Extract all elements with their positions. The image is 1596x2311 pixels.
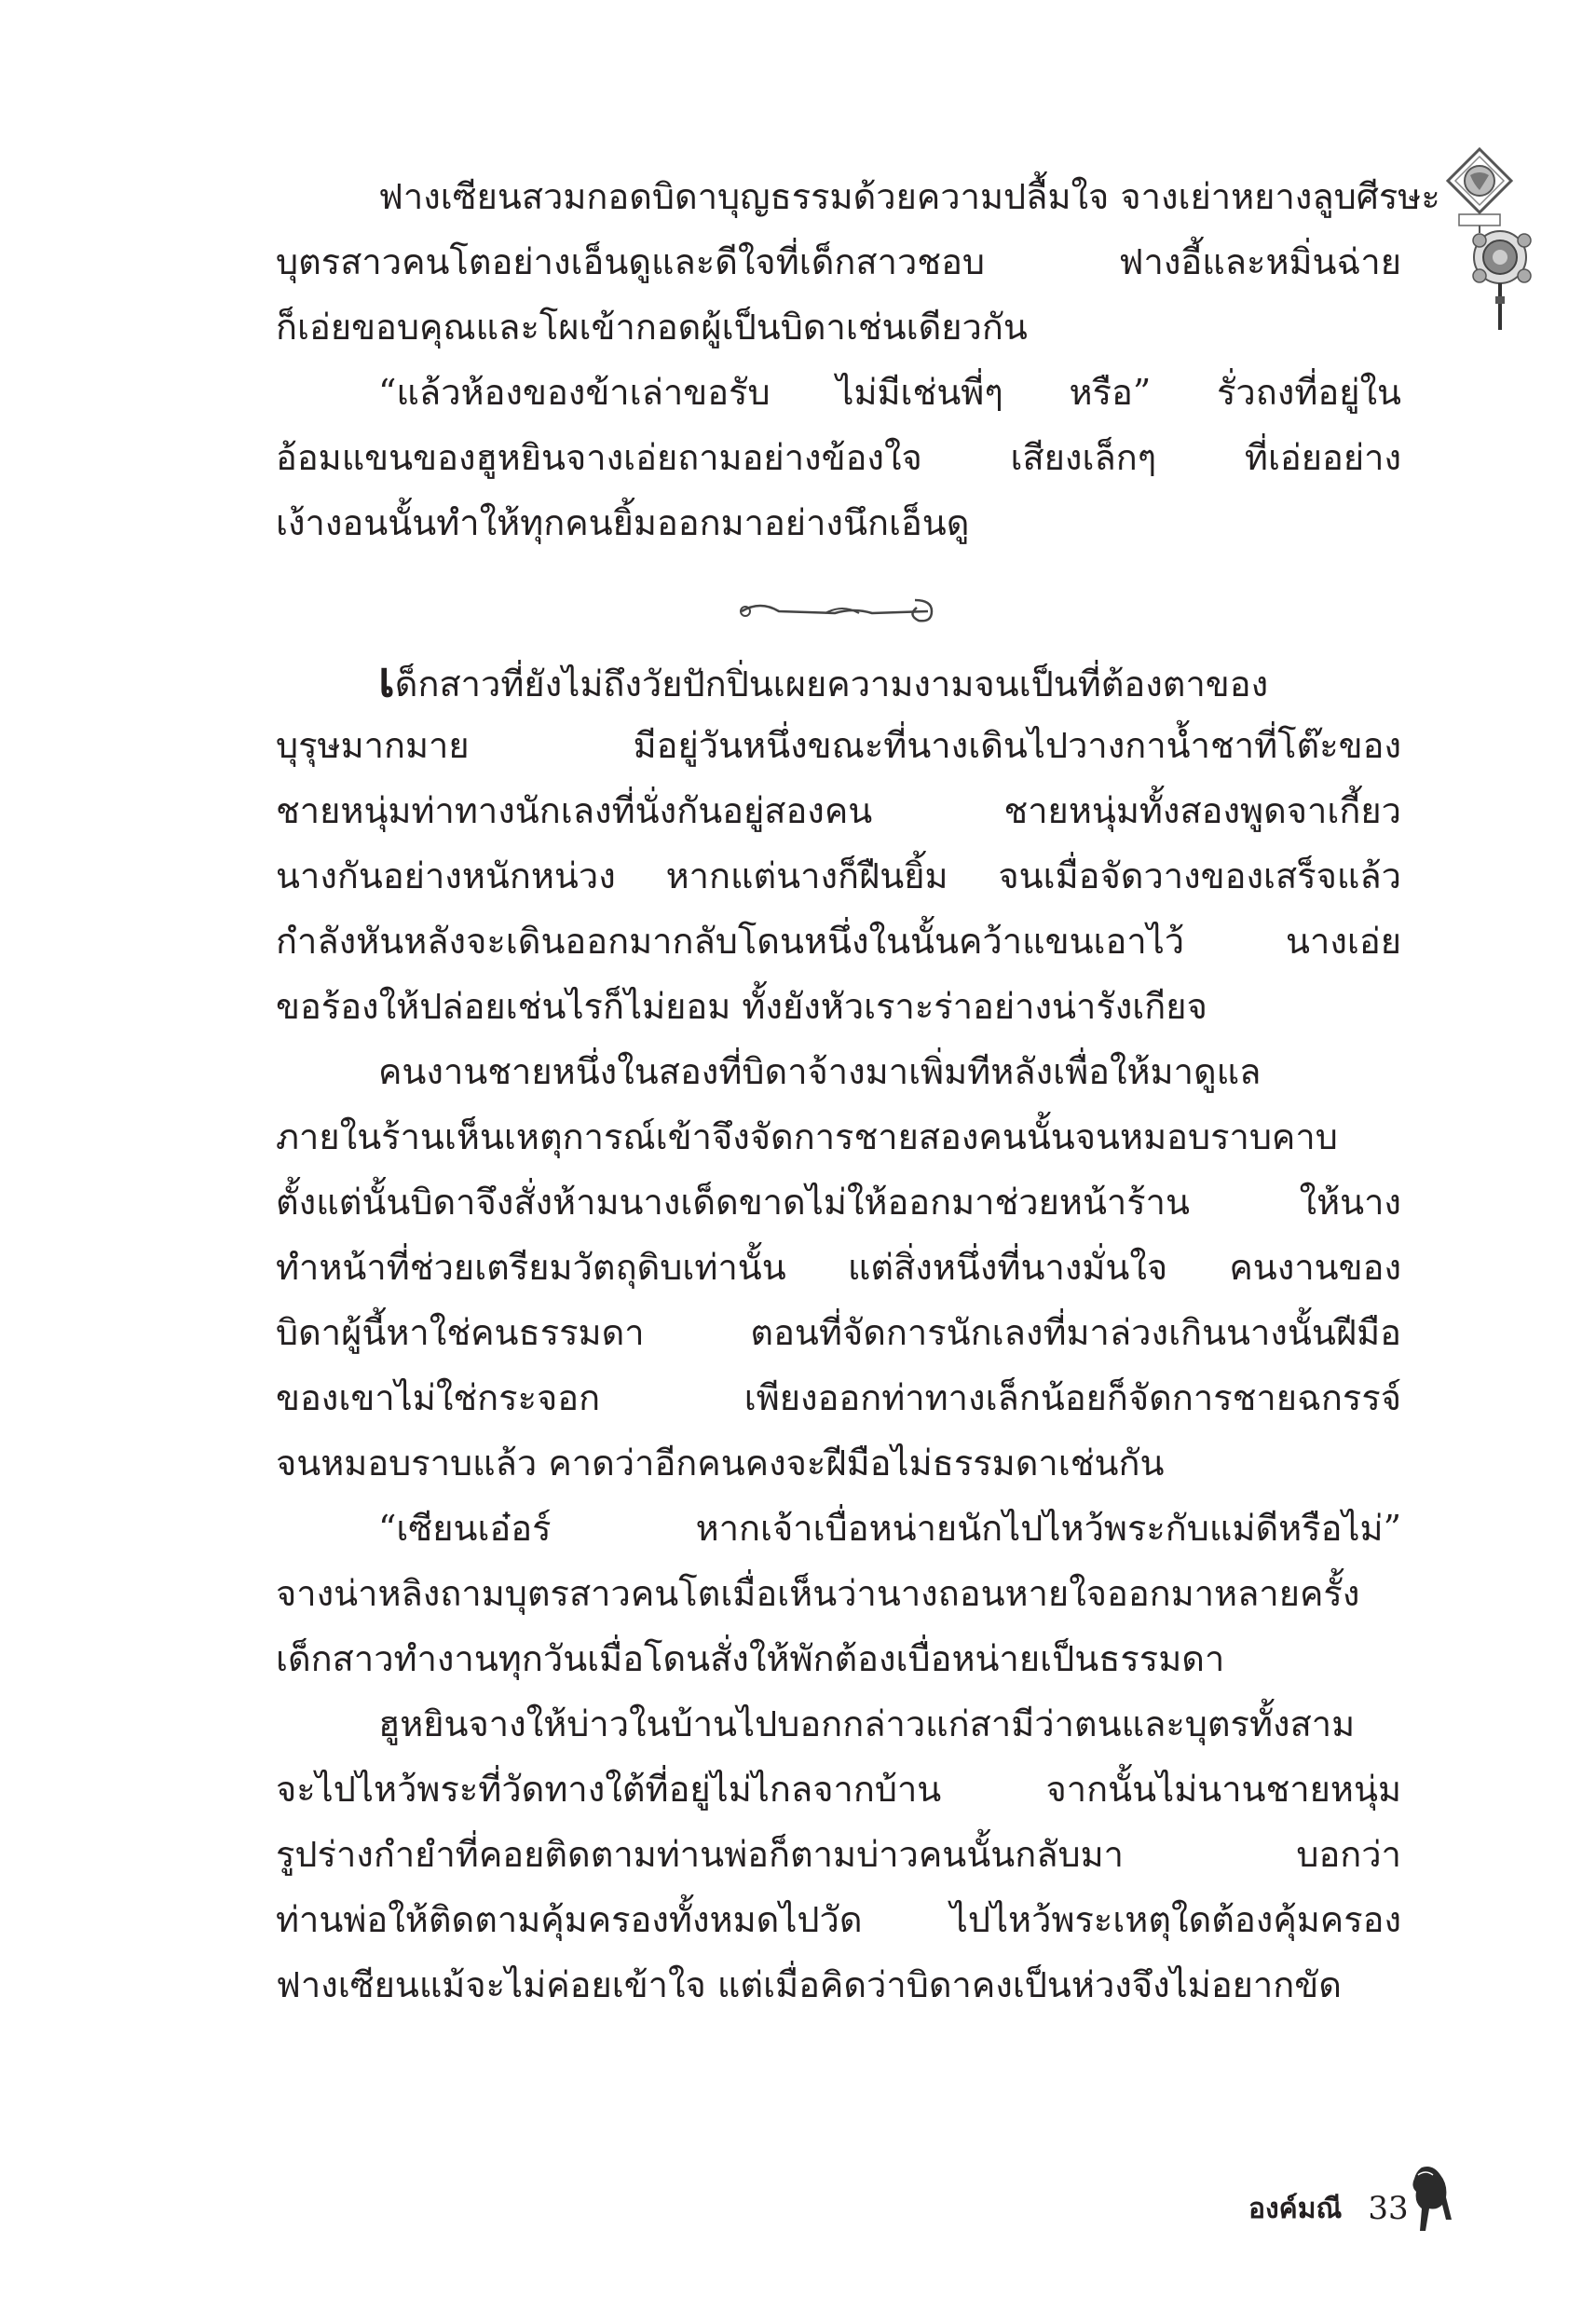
- paragraph: [276, 164, 1440, 360]
- text-line: อ้อมแขนของฮูหยินจางเอ่ยถามอย่างข้องใจ เสียงเล็กๆ ที่เอ่ยอย่าง: [276, 437, 1401, 478]
- text-block-bottom: [276, 648, 1401, 2017]
- page-number: 33: [1368, 2190, 1409, 2227]
- text-line: [276, 648, 1401, 713]
- text-line: นางกันอย่างหนักหน่วง หากแต่นางก็ฝืนยิ้ม จนเมื่อจัดวางของเสร็จแล้ว: [276, 855, 1401, 896]
- paragraph: [276, 360, 1401, 555]
- book-title: องค์มณี: [1248, 2192, 1343, 2225]
- text-line: ฟางเซียนแม้จะไม่ค่อยเข้าใจ แต่เมื่อคิดว่าบิดาคงเป็นห่วงจึงไม่อยากขัด: [276, 1964, 1342, 2005]
- paragraph: [276, 1496, 1401, 1691]
- text-block-top: [276, 164, 1440, 555]
- text-line: เด็กสาวทำงานทุกวันเมื่อโดนสั่งให้พักต้องเบื่อหน่ายเป็นธรรมดา: [276, 1638, 1225, 1679]
- text-line: จนหมอบราบแล้ว คาดว่าอีกคนคงจะฝีมือไม่ธรรมดาเช่นกัน: [276, 1443, 1165, 1484]
- paragraph: [276, 648, 1401, 1039]
- page-footer: [1248, 2181, 1409, 2236]
- text-line: “แล้วห้องของข้าเล่าขอรับ ไม่มีเช่นพี่ๆ หรือ” รั่วถงที่อยู่ใน: [378, 372, 1401, 413]
- text-line: ทำหน้าที่ช่วยเตรียมวัตถุดิบเท่านั้น แต่สิ่งหนึ่งที่นางมั่นใจ คนงานของ: [276, 1247, 1401, 1288]
- text-line: จะไปไหว้พระที่วัดทางใต้ที่อยู่ไม่ไกลจากบ้าน จากนั้นไม่นานชายหนุ่ม: [276, 1769, 1401, 1810]
- text-line: จางน่าหลิงถามบุตรสาวคนโตเมื่อเห็นว่านางถอนหายใจออกมาหลายครั้ง: [276, 1573, 1360, 1614]
- text-line: “เซียนเอ๋อร์ หากเจ้าเบื่อหน่ายนักไปไหว้พระกับแม่ดีหรือไม่”: [378, 1508, 1401, 1549]
- text-line: ท่านพ่อให้ติดตามคุ้มครองทั้งหมดไปวัด ไปไหว้พระเหตุใดต้องคุ้มครอง: [276, 1899, 1401, 1940]
- text-line: ขอร้องให้ปล่อยเช่นไรก็ไม่ยอม ทั้งยังหัวเราะร่าอย่างน่ารังเกียจ: [276, 986, 1207, 1027]
- text-line: ภายในร้านเห็นเหตุการณ์เข้าจึงจัดการชายสองคนนั้นจนหมอบราบคาบ: [276, 1116, 1338, 1157]
- decorative-emblem-icon: [1446, 147, 1539, 334]
- text-line: กำลังหันหลังจะเดินออกมากลับโดนหนึ่งในนั้นคว้าแขนเอาไว้ นางเอ่ย: [276, 921, 1401, 962]
- text-line: ฟางเซียนสวมกอดบิดาบุญธรรมด้วยความปลื้มใจ จางเย่าหยางลูบศีรษะ: [378, 176, 1440, 217]
- drop-cap: เ: [378, 652, 395, 708]
- text-line: ชายหนุ่มท่าทางนักเลงที่นั่งกันอยู่สองคน ชายหนุ่มทั้งสองพูดจาเกี้ยว: [276, 790, 1401, 831]
- text-line: ของเขาไม่ใช่กระจอก เพียงออกท่าทางเล็กน้อยก็จัดการชายฉกรรจ์: [276, 1377, 1401, 1418]
- text-line: คนงานชายหนึ่งในสองที่บิดาจ้างมาเพิ่มทีหลังเพื่อให้มาดูแล: [378, 1051, 1262, 1092]
- text-line: ฮูหยินจางให้บ่าวในบ้านไปบอกกล่าวแก่สามีว่าตนและบุตรทั้งสาม: [378, 1703, 1356, 1744]
- text-line: ก็เอ่ยขอบคุณและโผเข้ากอดผู้เป็นบิดาเช่นเดียวกัน: [276, 307, 1028, 348]
- line-text: ด็กสาวที่ยังไม่ถึงวัยปักปิ่นเผยความงามจนเป็นที่ต้องตาของ: [394, 663, 1269, 704]
- text-line: บุตรสาวคนโตอย่างเอ็นดูและดีใจที่เด็กสาวชอบ ฟางอี้และหมิ่นฉ่าย: [276, 241, 1401, 282]
- paragraph: [276, 1039, 1401, 1496]
- paragraph: [276, 1691, 1401, 2017]
- horse-icon: [1405, 2162, 1461, 2236]
- text-line: รูปร่างกำยำที่คอยติดตามท่านพ่อก็ตามบ่าวคนนั้นกลับมา บอกว่า: [276, 1834, 1401, 1875]
- text-line: บิดาผู้นี้หาใช่คนธรรมดา ตอนที่จัดการนักเลงที่มาล่วงเกินนางนั้นฝีมือ: [276, 1312, 1401, 1353]
- text-line: บุรุษมากมาย มีอยู่วันหนึ่งขณะที่นางเดินไปวางกาน้ำชาที่โต๊ะของ: [276, 725, 1401, 766]
- text-line: ตั้งแต่นั้นบิดาจึงสั่งห้ามนางเด็ดขาดไม่ให้ออกมาช่วยหน้าร้าน ให้นาง: [276, 1182, 1401, 1223]
- text-line: เง้างอนนั้นทำให้ทุกคนยิ้มออกมาอย่างนึกเอ็นดู: [276, 502, 970, 543]
- divider-ornament-icon: [732, 587, 956, 634]
